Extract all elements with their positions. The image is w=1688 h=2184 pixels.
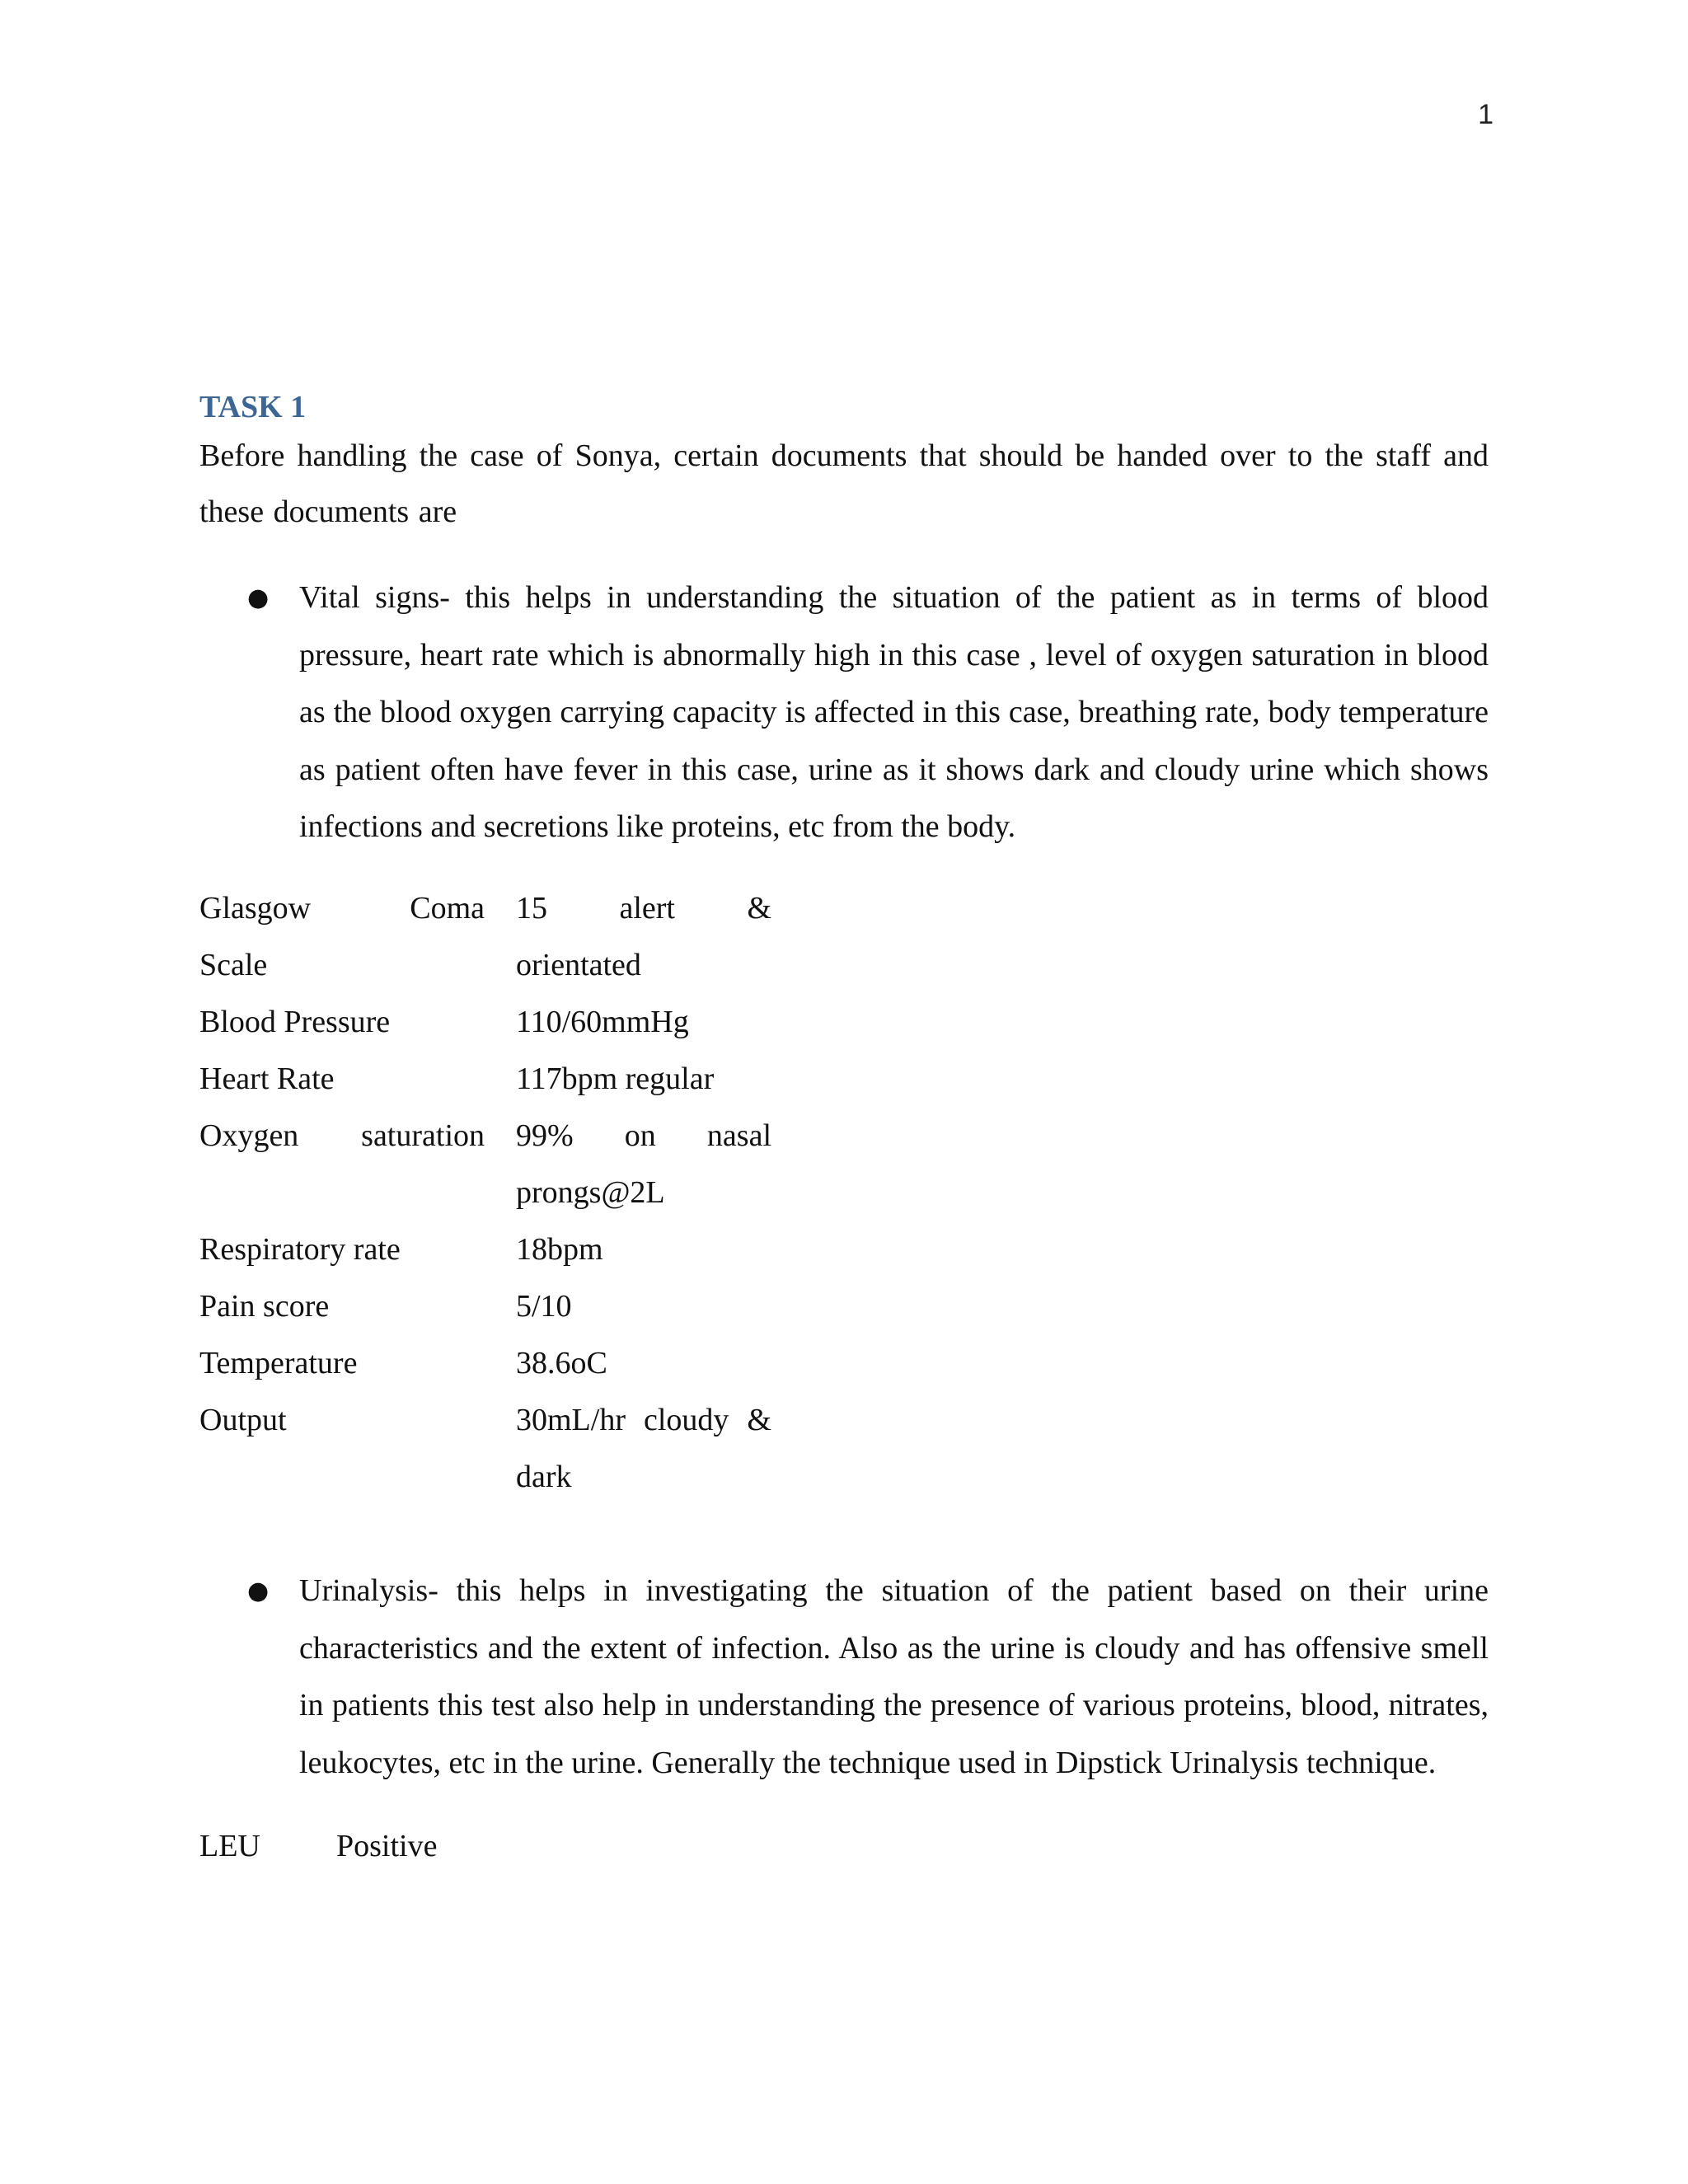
page-number: 1 bbox=[1478, 99, 1493, 130]
vitals-value-line: 18bpm bbox=[516, 1231, 603, 1267]
table-row bbox=[199, 1449, 771, 1506]
vitals-label bbox=[199, 1051, 485, 1108]
table-row bbox=[199, 1221, 771, 1278]
vitals-value-line: 5/10 bbox=[516, 1288, 572, 1324]
vitals-label-line: Output bbox=[199, 1402, 287, 1437]
vitals-value bbox=[516, 1221, 771, 1278]
bullet-text: Vital signs- this helps in understanding the situation of the patient as in terms of blood pressure, heart rate which is abnormally high in this case , level of oxygen saturation in blood as the blood oxygen carrying capacity is affected in this case, breathing rate, body temperature as patient often have fever in this case, urine as it shows dark and cloudy urine which shows infections and secretions like proteins, etc from the body. bbox=[299, 580, 1489, 845]
intro-line-1: Before handling the case of Sonya, certain documents that should be handed over to the staff and bbox=[199, 438, 1489, 473]
vitals-value bbox=[516, 1165, 771, 1221]
leu-label: LEU bbox=[199, 1829, 260, 1864]
vitals-value bbox=[516, 1392, 771, 1449]
vitals-label bbox=[199, 1165, 485, 1221]
vitals-label-line: Blood Pressure bbox=[199, 1004, 391, 1039]
vitals-label-line: Temperature bbox=[199, 1345, 358, 1380]
bullet-icon: ● bbox=[247, 583, 270, 612]
task-heading: TASK 1 bbox=[199, 390, 307, 424]
table-row bbox=[199, 1051, 771, 1108]
vitals-value-line: dark bbox=[516, 1459, 572, 1494]
vitals-label-line: Oxygen saturation bbox=[199, 1118, 485, 1153]
vitals-value-line: 117bpm regular bbox=[516, 1061, 715, 1096]
leu-result bbox=[199, 1818, 1489, 1875]
vitals-label bbox=[199, 1221, 485, 1278]
vitals-table bbox=[199, 880, 771, 1506]
bullet-list-urinalysis bbox=[199, 1563, 1489, 1792]
vitals-value-line: orientated bbox=[516, 947, 641, 982]
document-body bbox=[199, 386, 1489, 1875]
leu-value: Positive bbox=[336, 1829, 438, 1864]
vitals-label bbox=[199, 1392, 485, 1449]
intro-paragraph-end bbox=[199, 484, 1489, 541]
table-row bbox=[199, 1392, 771, 1449]
vitals-label-line: Respiratory rate bbox=[199, 1231, 401, 1267]
table-row bbox=[199, 937, 771, 994]
vitals-value-line: prongs@2L bbox=[516, 1174, 665, 1210]
vitals-value bbox=[516, 1108, 771, 1165]
vitals-value-line: 30mL/hr cloudy & bbox=[516, 1402, 771, 1437]
vitals-value bbox=[516, 1335, 771, 1392]
vitals-label bbox=[199, 1449, 485, 1506]
table-row bbox=[199, 994, 771, 1051]
vitals-value bbox=[516, 880, 771, 937]
vitals-label bbox=[199, 880, 485, 937]
vitals-value bbox=[516, 1449, 771, 1506]
vitals-label-line: Heart Rate bbox=[199, 1061, 335, 1096]
vitals-value bbox=[516, 1051, 771, 1108]
vitals-label bbox=[199, 937, 485, 994]
vitals-value bbox=[516, 994, 771, 1051]
bullet-icon: ● bbox=[247, 1576, 270, 1605]
vitals-value bbox=[516, 1278, 771, 1335]
vitals-value bbox=[516, 937, 771, 994]
table-row bbox=[199, 1108, 771, 1165]
table-row bbox=[199, 1335, 771, 1392]
vitals-label bbox=[199, 994, 485, 1051]
vitals-label-line: Pain score bbox=[199, 1288, 330, 1324]
vitals-value-line: 99% on nasal bbox=[516, 1118, 771, 1153]
vitals-value-line: 110/60mmHg bbox=[516, 1004, 689, 1039]
vitals-label-line: Scale bbox=[199, 947, 268, 982]
bullet-list-vitals bbox=[199, 569, 1489, 856]
table-row bbox=[199, 1165, 771, 1221]
vitals-label-line: Glasgow Coma bbox=[199, 890, 485, 926]
bullet-text: Urinalysis- this helps in investigating the situation of the patient based on their urine characteristics and the extent of infection. Also as the urine is cloudy and has offensive smell in patients this test also help in understanding the presence of various proteins, blood, nitrates, leukocytes, etc in the urine. Generally the technique used in Dipstick Urinalysis technique. bbox=[299, 1572, 1489, 1780]
table-row bbox=[199, 1278, 771, 1335]
bullet-item-vital-signs bbox=[199, 569, 1489, 856]
vitals-value-line: 15 alert & bbox=[516, 890, 771, 926]
intro-line-2: these documents are bbox=[199, 494, 457, 529]
vitals-value-line: 38.6oC bbox=[516, 1345, 607, 1380]
vitals-label bbox=[199, 1278, 485, 1335]
vitals-label bbox=[199, 1335, 485, 1392]
intro-paragraph bbox=[199, 428, 1489, 485]
bullet-item-urinalysis bbox=[199, 1563, 1489, 1792]
vitals-label bbox=[199, 1108, 485, 1165]
table-row bbox=[199, 880, 771, 937]
